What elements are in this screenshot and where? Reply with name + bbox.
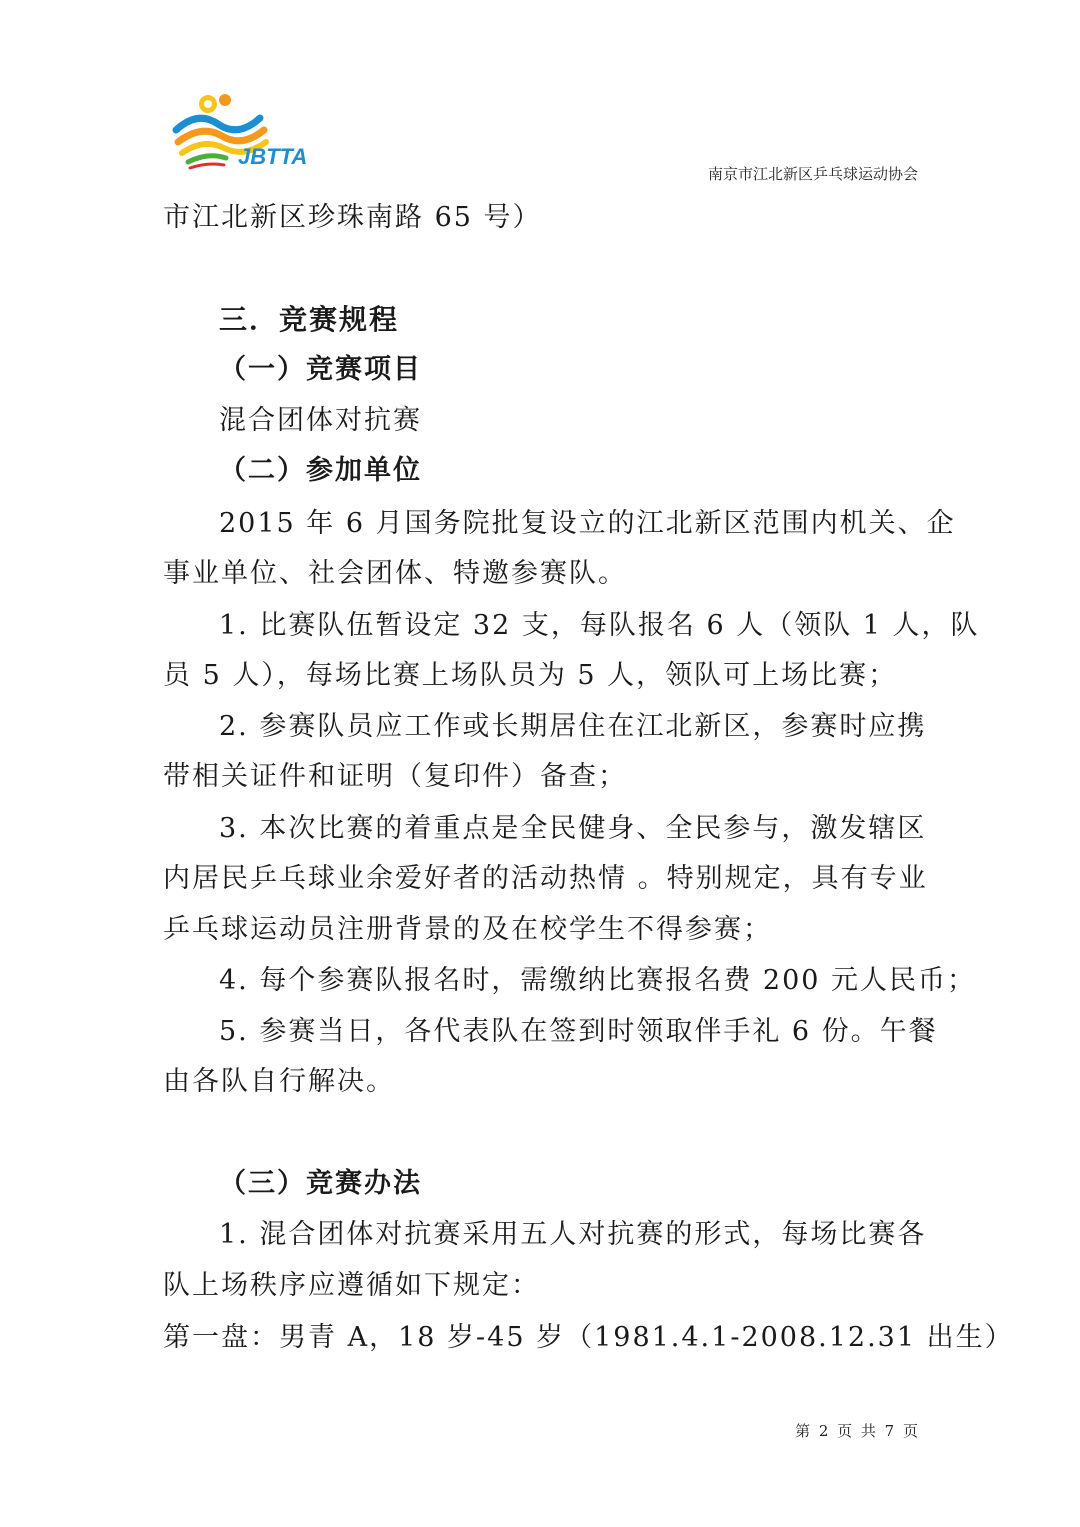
list-item-line: 1. 混合团体对抗赛采用五人对抗赛的形式，每场比赛各 xyxy=(219,1219,927,1250)
list-item-line: 带相关证件和证明（复印件）备查； xyxy=(163,761,627,792)
address-continuation: 市江北新区珍珠南路 65 号） xyxy=(163,202,542,233)
list-item-line: 队上场秩序应遵循如下规定： xyxy=(163,1270,540,1301)
subheading-method: （三）竞赛办法 xyxy=(219,1168,422,1199)
jbtta-logo xyxy=(168,90,318,176)
list-item-line: 员 5 人），每场比赛上场队员为 5 人，领队可上场比赛； xyxy=(163,660,898,691)
org-name: 南京市江北新区乒乓球运动协会 xyxy=(707,165,918,183)
subheading-participants: （二）参加单位 xyxy=(219,455,422,486)
list-item-line: 内居民乒乓球业余爱好者的活动热情 。特别规定，具有专业 xyxy=(163,863,928,894)
logo-text: JBTTA xyxy=(238,144,308,169)
list-item-line: 1. 比赛队伍暂设定 32 支，每队报名 6 人（领队 1 人，队 xyxy=(219,610,980,641)
section-heading: 三．竞赛规程 xyxy=(219,303,400,336)
list-item-line: 由各队自行解决。 xyxy=(163,1066,395,1097)
list-item-line: 第一盘：男青 A，18 岁-45 岁（1981.4.1-2008.12.31 出生） xyxy=(163,1322,1014,1353)
subheading-events: （一）竞赛项目 xyxy=(219,354,422,385)
paragraph-event: 混合团体对抗赛 xyxy=(219,405,422,436)
page-number: 第 2 页 共 7 页 xyxy=(795,1422,920,1440)
list-item-line: 5. 参赛当日，各代表队在签到时领取伴手礼 6 份。午餐 xyxy=(219,1016,938,1047)
paragraph-line: 事业单位、社会团体、特邀参赛队。 xyxy=(163,558,627,589)
table-tennis-logo-icon xyxy=(168,90,318,176)
list-item-line: 乒乓球运动员注册背景的及在校学生不得参赛； xyxy=(163,914,772,945)
list-item-line: 2. 参赛队员应工作或长期居住在江北新区，参赛时应携 xyxy=(219,711,927,742)
list-item-line: 4. 每个参赛队报名时，需缴纳比赛报名费 200 元人民币； xyxy=(219,965,977,996)
paragraph-line: 2015 年 6 月国务院批复设立的江北新区范围内机关、企 xyxy=(219,508,956,539)
list-item-line: 3. 本次比赛的着重点是全民健身、全民参与，激发辖区 xyxy=(219,813,927,844)
